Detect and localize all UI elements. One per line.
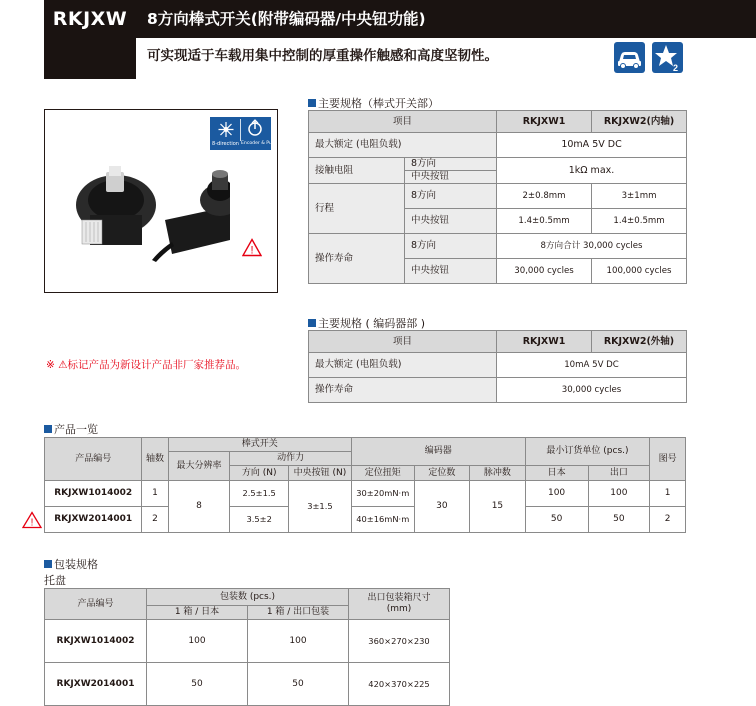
- header-export: 出口: [588, 466, 650, 481]
- cell-japan: 50: [525, 507, 588, 533]
- cell-value: 30,000 cycles: [497, 378, 687, 403]
- header-japan: 日本: [525, 466, 588, 481]
- switch-spec-table: [308, 110, 687, 284]
- section-heading-encoder-spec: [308, 315, 425, 331]
- packing-subheading: 托盘: [44, 574, 66, 587]
- heading-square-icon: [308, 99, 316, 107]
- cell-value: 30,000 cycles: [497, 259, 592, 284]
- cell-part-number: RKJXW2014001: [45, 663, 147, 706]
- svg-text:!: !: [30, 517, 34, 529]
- header-item: 项目: [309, 111, 497, 133]
- row-sublabel: 8方向: [405, 184, 497, 209]
- packing-table: [44, 588, 450, 706]
- cell-export: 100: [588, 481, 650, 507]
- section-heading-text: 主要规格 ( 编码器部 ): [318, 317, 426, 330]
- section-heading-packing: [44, 556, 98, 572]
- header-box-size-unit: (mm): [386, 604, 412, 614]
- svg-text:2: 2: [673, 63, 679, 73]
- cell-part-number: RKJXW1014002: [45, 620, 147, 663]
- feature-badge: [210, 117, 278, 150]
- cell-detent-torque: 40±16mN·m: [351, 507, 414, 533]
- page-title: 8方向棒式开关(附带编码器/中央钮功能): [147, 10, 426, 28]
- cell-shafts: 1: [142, 481, 168, 507]
- cell-shafts: 2: [142, 507, 168, 533]
- header-part-number: 产品编号: [45, 438, 142, 481]
- cell-value: 3±1mm: [592, 184, 687, 209]
- header-rkjxw2: RKJXW2(内轴): [592, 111, 687, 133]
- header-rkjxw1: RKJXW1: [497, 331, 592, 353]
- header-encoder: 编码器: [351, 438, 525, 466]
- row-sublabel: 中央按钮: [405, 171, 497, 184]
- table-row: [309, 184, 687, 209]
- table-row: [309, 111, 687, 133]
- table-row: [309, 353, 687, 378]
- row-sublabel: 中央按钮: [405, 209, 497, 234]
- cell-pulses: 15: [470, 481, 526, 533]
- heading-square-icon: [44, 560, 52, 568]
- header-operating-force: 动作力: [230, 452, 351, 466]
- header-detent-torque: 定位扭矩: [351, 466, 414, 481]
- page-subtitle: 可实现适于车载用集中控制的厚重操作触感和高度坚韧性。: [147, 48, 498, 64]
- cell-force-push: 3±1.5: [288, 481, 351, 533]
- header-resolution: 最大分辨率: [168, 452, 230, 481]
- table-row: [45, 481, 686, 507]
- cell-value: 100,000 cycles: [592, 259, 687, 284]
- header-shafts: 轴数: [142, 438, 168, 481]
- cell-part-number: RKJXW1014002: [45, 481, 142, 507]
- header-part-number: 产品编号: [45, 589, 147, 620]
- cell-value: 10mA 5V DC: [497, 353, 687, 378]
- header-pulses: 脉冲数: [470, 466, 526, 481]
- cell-value: 1.4±0.5mm: [497, 209, 592, 234]
- header-rkjxw2: RKJXW2(外轴): [592, 331, 687, 353]
- header-force-push: 中央按钮 (N): [288, 466, 351, 481]
- header-rkjxw1: RKJXW1: [497, 111, 592, 133]
- table-row: [45, 589, 450, 606]
- warning-triangle-icon: [242, 238, 262, 257]
- row-label: 操作寿命: [309, 378, 497, 403]
- cell-force-direction: 2.5±1.5: [230, 481, 289, 507]
- table-row: [309, 331, 687, 353]
- svg-text:!: !: [250, 244, 254, 257]
- header-package-qty: 包装数 (pcs.): [147, 589, 349, 606]
- cell-resolution: 8: [168, 481, 230, 533]
- row-sublabel: 8方向: [405, 158, 497, 171]
- cell-japan: 100: [147, 620, 248, 663]
- header-force-direction: 方向 (N): [230, 466, 289, 481]
- table-row: [45, 620, 450, 663]
- cell-export: 50: [588, 507, 650, 533]
- row-sublabel: 8方向: [405, 234, 497, 259]
- heading-square-icon: [44, 425, 52, 433]
- section-heading-text: 产品一览: [54, 423, 98, 436]
- header-moq: 最小订货单位 (pcs.): [525, 438, 650, 466]
- star-2-icon: [652, 42, 683, 73]
- header-detents: 定位数: [414, 466, 470, 481]
- table-row: [45, 507, 686, 533]
- row-label: 最大额定 (电阻负载): [309, 133, 497, 158]
- model-code: RKJXW: [44, 0, 136, 38]
- cell-value: 2±0.8mm: [497, 184, 592, 209]
- header-lever-switch: 棒式开关: [168, 438, 351, 452]
- section-heading-switch-spec: [308, 95, 439, 111]
- header-item: 项目: [309, 331, 497, 353]
- cell-japan: 50: [147, 663, 248, 706]
- badge-label-direction: 8-direction: [212, 141, 239, 147]
- row-label: 操作寿命: [309, 234, 405, 284]
- header-japan: 1 箱 / 日本: [147, 606, 248, 620]
- header-export: 1 箱 / 出口包装: [248, 606, 349, 620]
- section-heading-product-list: [44, 421, 98, 437]
- cell-box-size: 360×270×230: [349, 620, 450, 663]
- badge-label-encoder: Encoder & Push: [241, 141, 278, 146]
- encoder-spec-table: [308, 330, 687, 403]
- cell-japan: 100: [525, 481, 588, 507]
- cell-export: 50: [248, 663, 349, 706]
- section-heading-text: 主要规格（棒式开关部）: [318, 97, 439, 110]
- cell-export: 100: [248, 620, 349, 663]
- car-icon: [614, 42, 645, 73]
- section-heading-text: 包装规格: [54, 558, 98, 571]
- new-design-note: ※ ⚠标记产品为新设计产品非厂家推荐品。: [46, 359, 247, 371]
- table-row: [309, 133, 687, 158]
- cell-part-number: RKJXW2014001: [45, 507, 142, 533]
- row-label: 最大额定 (电阻负载): [309, 353, 497, 378]
- cell-drawing: 1: [650, 481, 686, 507]
- cell-detents: 30: [414, 481, 470, 533]
- cell-force-direction: 3.5±2: [230, 507, 289, 533]
- table-row: [45, 663, 450, 706]
- product-photo: [60, 160, 230, 270]
- cell-detent-torque: 30±20mN·m: [351, 481, 414, 507]
- cell-value: 1.4±0.5mm: [592, 209, 687, 234]
- model-code-block: [44, 38, 136, 79]
- table-row: [309, 234, 687, 259]
- product-list-table: [44, 437, 686, 533]
- header-box-size: [349, 589, 450, 620]
- cell-value: 8方向合计 30,000 cycles: [497, 234, 687, 259]
- row-label: 接触电阻: [309, 158, 405, 184]
- heading-square-icon: [308, 319, 316, 327]
- cell-drawing: 2: [650, 507, 686, 533]
- row-sublabel: 中央按钮: [405, 259, 497, 284]
- cell-value: 10mA 5V DC: [497, 133, 687, 158]
- table-row: [309, 158, 687, 171]
- table-row: [45, 438, 686, 452]
- row-label: 行程: [309, 184, 405, 234]
- cell-value: 1kΩ max.: [497, 158, 687, 184]
- header-box-size-text: 出口包装箱尺寸: [367, 593, 431, 603]
- table-row: [309, 378, 687, 403]
- warning-triangle-icon: [22, 511, 42, 529]
- header-drawing: 图号: [650, 438, 686, 481]
- cell-box-size: 420×370×225: [349, 663, 450, 706]
